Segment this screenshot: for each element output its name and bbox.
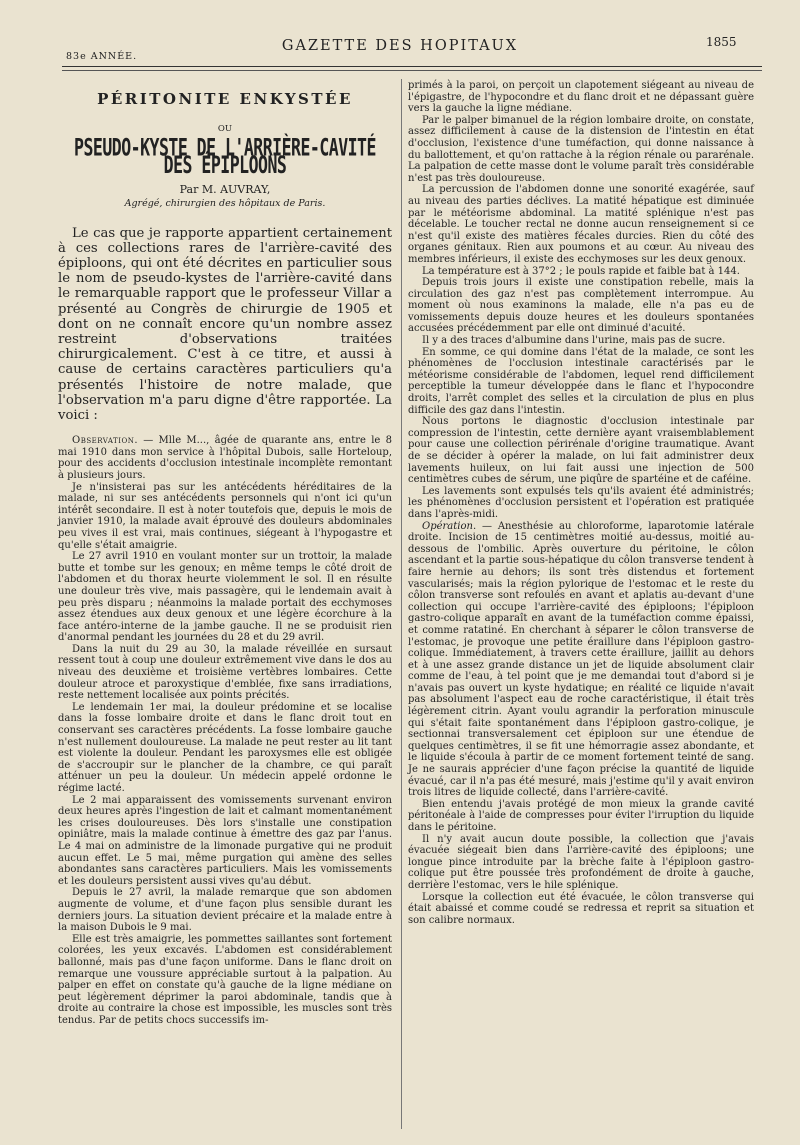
body-paragraph: Dans la nuit du 29 au 30, la malade réveillée en sursaut ressent tout à coup une douleur extrêmement vive dans le dos au niveau des deuxième et troisième vertèbres lombaires. Cette douleur atroce et paroxystique d'emblée, fixe sans irradiations, reste nettement localisée aux points précités. [58, 643, 392, 702]
operation-text: — Anesthésie au chloroforme, laparotomie latérale droite. Incision de 15 centimètres moitié au-dessus, moitié au-dessous de l'ombilic. Après ouverture du péritoine, le côlon ascendant et la partie sous-hépatique du côlon transverse tendent à faire hernie au dehors; ils sont très distendus et fortement vascularisés; mais la région pylorique de l'estomac et le reste du côlon transverse sont refoulés en avant et aplatis au-devant d'une collection qui occupe l'arrière-cavité des épiploons; l'épiploon gastro-colique apparaît en avant de la tuméfaction comme épaissi, et comme ratatiné. En cherchant à séparer le côlon transverse de l'estomac, je provoque une petite éraillure dans l'épiploon gastro-colique. Immédiatement, à travers cette éraillure, jaillit au dehors et à une assez grande distance un jet de liquide absolument clair comme de l'eau, à tel point que je me demandai tout d'abord si je n'avais pas ouvert un kyste hydatique; en réalité ce liquide n'avait pas absolument l'aspect eau de roche caractéristique, il était très légèrement citrin. Ayant voulu agrandir la perforation minuscule qui s'était faite spontanément dans l'épiploon gastro-colique, je sectionnai transversalement cet épiploon sur une étendue de quelques centimètres, il se fit une hémorragie assez abondante, et le liquide s'écoula à partir de ce moment fortement teinté de sang. Je ne saurais apprécier d'une façon précise la quantité de liquide évacué, car il n'a pas été mesuré, mais j'estime qu'il y avait environ trois litres de liquide collecté, dans l'arrière-cavité. [408, 520, 754, 799]
article-subtitle: PSEUDO-KYSTE DE L'ARRIÈRE-CAVITÉ DES ÉPIPLOONS [74, 134, 376, 179]
header-rule-thin [62, 70, 762, 71]
intro-paragraph: Le cas que je rapporte appartient certainement à ces collections rares de l'arrière-cavité des épiploons, qui ont été décrites en particulier sous le nom de pseudo-kystes de l'arrière-cavité dans le remarquable rapport que le professeur Villar a présenté au Congrès de chirurgie de 1905 et dont on ne connaît encore qu'un nombre assez restreint d'observations traitées chirurgicalement. C'est à ce titre, et aussi à cause de certains caractères particuliers qu'a présentés l'histoire de notre malade, que l'observation m'a paru digne d'être rapportée. La voici : [58, 225, 392, 423]
body-paragraph: En somme, ce qui domine dans l'état de la malade, ce sont les phénomènes de l'occlusion intestinale caractérisés par le météorisme considérable de l'abdomen, lequel rend difficilement perceptible la tumeur développée dans le flanc et l'hypocondre droits, l'arrêt complet des selles et la circulation de plus en plus difficile des gaz dans l'intestin. [408, 346, 754, 416]
body-paragraph: Il n'y avait aucun doute possible, la collection que j'avais évacuée siégeait bien dans l'arrière-cavité des épiploons; une longue pince introduite par la brèche faite à l'épiploon gastro-colique put être poussée très profondément de droite à gauche, derrière l'estomac, vers le hile splénique. [408, 833, 754, 891]
body-paragraph: Depuis le 27 avril, la malade remarque que son abdomen augmente de volume, et d'une façon plus sensible durant les derniers jours. La situation devient précaire et la malade entre à la maison Dubois le 9 mai. [58, 887, 392, 934]
body-paragraph: Bien entendu j'avais protégé de mon mieux la grande cavité péritonéale à l'aide de compresses pour éviter l'irruption du liquide dans le péritoine. [408, 798, 754, 833]
body-paragraph: Le 2 mai apparaissent des vomissements survenant environ deux heures après l'ingestion de lait et calmant momentanément les crises douloureuses. Dès lors s'installe une constipation opiniâtre, mais la malade continue à émettre des gaz par l'anus. Le 4 mai on administre de la limonade purgative qui ne produit aucun effet. Le 5 mai, même purgation qui amène des selles abondantes sans caractères particuliers. Mais les vomissements et les douleurs persistent aussi vives qu'au début. [58, 794, 392, 887]
observation-text: — Mlle M..., âgée de quarante ans, entre le 8 mai 1910 dans mon service à l'hôpital Dubois, salle Horteloup, pour des accidents d'occlusion intestinale incomplète remontant à plusieurs jours. [58, 435, 392, 481]
author-affiliation: Agrégé, chirurgien des hôpitaux de Paris. [124, 197, 326, 209]
body-paragraph: Depuis trois jours il existe une constipation rebelle, mais la circulation des gaz n'est pas complètement interrompue. Au moment où nous examinons la malade, elle n'a pas eu de vomissements depuis douze heures et les douleurs spontanées accusées précédemment par elle ont diminué d'acuité. [408, 277, 754, 335]
body-paragraph: Les lavements sont expulsés tels qu'ils avaient été administrés; les phénomènes d'occlusion persistent et l'opération est pratiquée dans l'après-midi. [408, 485, 754, 520]
body-paragraph: Nous portons le diagnostic d'occlusion intestinale par compression de l'intestin, cette dernière ayant vraisemblablement pour cause une collection périrénale d'origine traumatique. Avant de se décider à opérer la malade, on lui fait administrer deux lavements huileux, on lui fait aussi une injection de 500 centimètres cubes de sérum, une piqûre de spartéine et de caféine. [408, 416, 754, 486]
left-column [58, 90, 392, 1026]
author-line: Par M. AUVRAY, [179, 183, 271, 197]
column-divider [401, 79, 402, 1129]
title-conjunction: OU [217, 123, 233, 134]
body-paragraph: Je n'insisterai pas sur les antécédents héréditaires de la malade, ni sur ses antécédents personnels qui n'ont ici qu'un intérêt secondaire. Il est à noter toutefois que, depuis le mois de janvier 1910, la malade avait éprouvé des douleurs abdominales peu vives il est vrai, mais continues, siégeant à l'hypogastre et qu'elle s'était amaigrie. [58, 481, 392, 551]
operation-label: Opération. [422, 520, 477, 532]
body-paragraph: Lorsque la collection eut été évacuée, le côlon transverse qui était abaissé et comme coudé se redressa et reprit sa situation et son calibre normaux. [408, 891, 754, 926]
page-number: 1855 [706, 35, 737, 49]
header-rule [62, 66, 762, 67]
body-paragraph: La percussion de l'abdomen donne une sonorité exagérée, sauf au niveau des parties déclives. La matité hépatique est diminuée par le météorisme abdominal. La matité splénique n'est pas décelable. Le toucher rectal ne donne aucun renseignement si ce n'est qu'il existe des matières fécales durcies. Rien du côté des organes génitaux. Rien aux poumons et au cœur. Au niveau des membres inférieurs, il existe des ecchymoses sur les deux genoux. [408, 184, 754, 265]
body-paragraph: Il y a des traces d'albumine dans l'urine, mais pas de sucre. [422, 335, 726, 347]
operation-paragraph [408, 521, 754, 799]
body-paragraph: Le lendemain 1er mai, la douleur prédomine et se localise dans la fosse lombaire droite et dans le flanc droit tout en conservant ses caractères précédents. La fosse lombaire gauche n'est nullement douloureuse. La malade ne peut rester au lit tant est violente la douleur. Pendant les paroxysmes elle est obligée de s'accroupir sur le plancher de la chambre, ce qui paraît atténuer un peu la douleur. Un médecin appelé ordonne le régime lacté. [58, 701, 392, 795]
body-paragraph: Le 27 avril 1910 en voulant monter sur un trottoir, la malade butte et tombe sur les genoux; en même temps le côté droit de l'abdomen et du thorax heurte violemment le sol. Il en résulte une douleur très vive, mais passagère, qui le lendemain avait à peu près disparu ; néanmoins la malade portait des ecchymoses assez étendues aux deux genoux et une légère écorchure à la face antéro-interne de la jambe gauche. Il ne se produisit rien d'anormal pendant les journées du 28 et du 29 avril. [58, 551, 392, 644]
right-column [408, 80, 754, 926]
article-title: PÉRITONITE ENKYSTÉE [97, 90, 353, 108]
continued-paragraph: primés à la paroi, on perçoit un clapotement siégeant au niveau de l'épigastre, de l'hypocondre et du flanc droit et ne dépassant guère vers la gauche la ligne médiane. [408, 80, 754, 115]
year-label: 83e ANNÉE. [66, 51, 138, 62]
observation-label: Observation. [72, 435, 138, 447]
body-paragraph: Elle est très amaigrie, les pommettes saillantes sont fortement colorées, les yeux excavés. L'abdomen est considérablement ballonné, mais pas d'une façon uniforme. Dans le flanc droit on remarque une voussure appréciable surtout à la palpation. Au palper en effet on constate qu'à gauche de la ligne médiane on peut légèrement déprimer la paroi abdominale, tandis que à droite au contraire la chose est impossible, les muscles sont très tendus. Par de petits chocs successifs im- [58, 933, 392, 1026]
observation-paragraph [58, 435, 392, 481]
body-paragraph: Par le palper bimanuel de la région lombaire droite, on constate, assez difficilement à cause de la distension de l'intestin en état d'occlusion, l'existence d'une tuméfaction, qui donne naissance à du ballottement, et qu'on rattache à la région rénale ou pararénale. La palpation de cette masse dont le volume paraît très considérable n'est pas très douloureuse. [408, 114, 754, 184]
journal-title: GAZETTE DES HOPITAUX [281, 38, 519, 54]
body-paragraph: La température est à 37°2 ; le pouls rapide et faible bat à 144. [422, 265, 740, 277]
introduction [58, 226, 392, 424]
